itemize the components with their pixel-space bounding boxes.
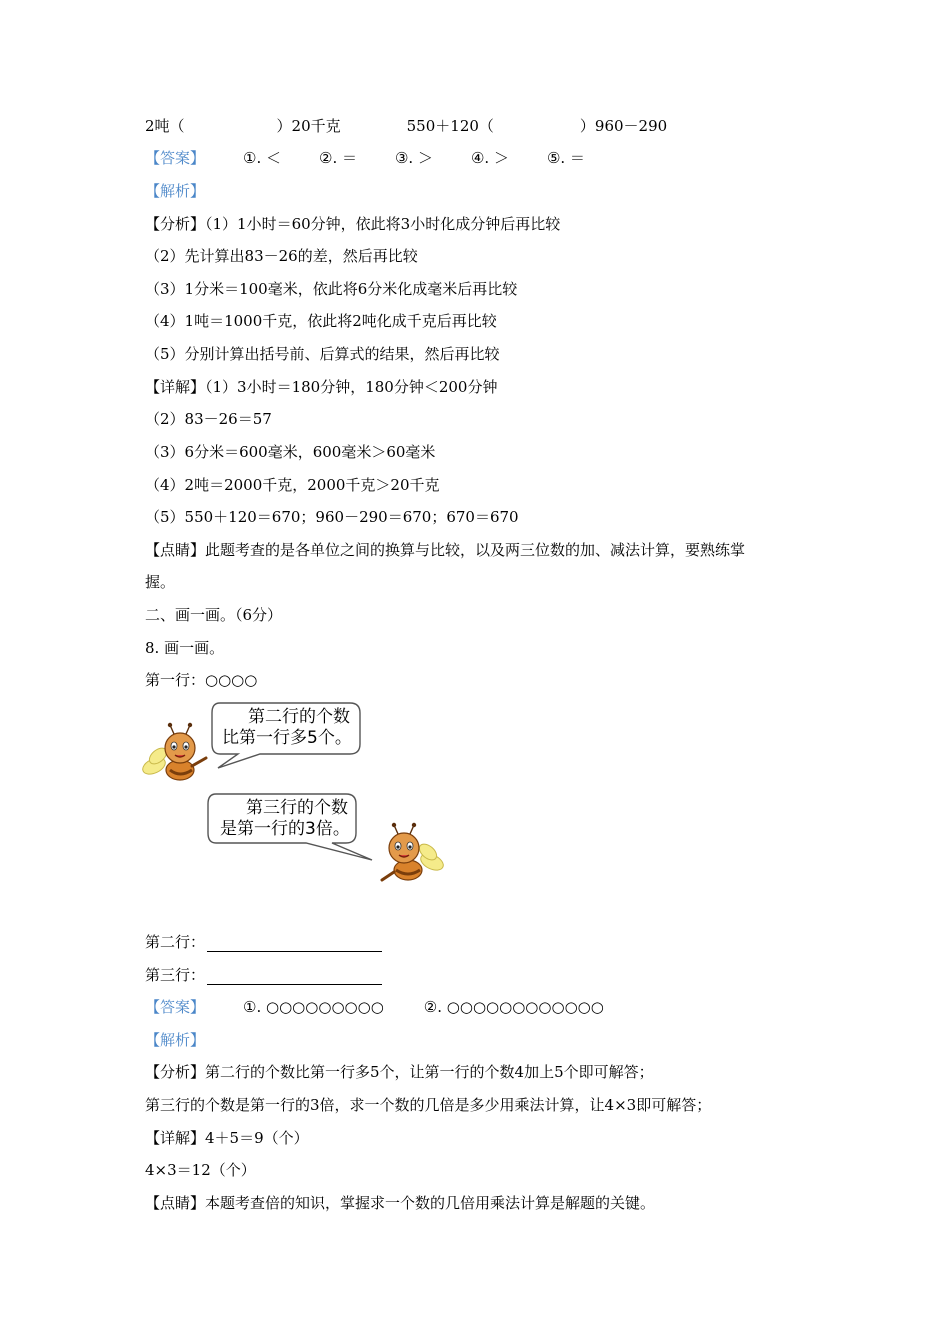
bubble-2-line1: 第三行的个数 (246, 798, 348, 818)
answer-item: ④. ＞ (470, 149, 509, 167)
q7-fenxi-line: （5）分别计算出括号前、后算式的结果，然后再比较 (145, 345, 500, 363)
row3-label: 第三行： (145, 966, 206, 984)
q8-answer-row (145, 997, 604, 1017)
answer-item: ①. ○○○○○○○○○ (243, 998, 384, 1016)
row1-circles: 第一行：○○○○ (145, 671, 258, 689)
q7-dianjing-line: 握。 (145, 573, 176, 591)
q7-answer-row (145, 148, 585, 168)
row2-blank-line (145, 932, 382, 952)
q8-xiangjie-line: 【详解】4＋5＝9（个） (145, 1129, 309, 1147)
bee-illustration-1 (140, 722, 212, 792)
q8-fenxi-line: 第三行的个数是第一行的3倍，求一个数的几倍是多少用乘法计算，让4×3即可解答； (145, 1096, 712, 1114)
bee-illustration-2 (376, 822, 446, 890)
q7-fenxi-line: （2）先计算出83－26的差，然后再比较 (145, 247, 418, 265)
bubble-2-line2: 是第一行的3倍。 (220, 819, 350, 839)
q7-xiangjie-line: （2）83－26＝57 (145, 410, 272, 428)
q8-xiangjie-line: 4×3＝12（个） (145, 1161, 256, 1179)
row2-label: 第二行： (145, 933, 206, 951)
answer-tag: 【答案】 (145, 998, 206, 1016)
compare-5-left: 550＋120（ (406, 117, 494, 135)
q7-xiangjie-line: （4）2吨＝2000千克，2000千克＞20千克 (145, 476, 440, 494)
row2-blank[interactable] (207, 936, 382, 952)
answer-item: ⑤. ＝ (546, 149, 585, 167)
q7-dianjing-line: 【点睛】此题考查的是各单位之间的换算与比较，以及两三位数的加、减法计算，要熟练掌 (145, 541, 746, 559)
compare-4-right: ）20千克 (276, 117, 341, 135)
speech-bubble-1 (222, 707, 352, 749)
q8-dianjing: 【点睛】本题考查倍的知识，掌握求一个数的几倍用乘法计算是解题的关键。 (145, 1194, 656, 1212)
section-title: 二、画一画。（6分） (145, 606, 283, 624)
speech-bubble-2 (220, 798, 350, 840)
q8-fenxi-line: 【分析】第二行的个数比第一行多5个，让第一行的个数4加上5个即可解答； (145, 1063, 654, 1081)
compare-row (145, 116, 667, 136)
q7-jiexi: 【解析】 (145, 182, 206, 200)
q7-xiangjie-line: （5）550＋120＝670；960－290＝670；670＝670 (145, 508, 519, 526)
row3-blank-line (145, 965, 382, 985)
answer-item: ③. ＞ (394, 149, 433, 167)
q7-fenxi-line: 【分析】（1）1小时＝60分钟，依此将3小时化成分钟后再比较 (145, 215, 561, 233)
row3-blank[interactable] (207, 969, 382, 985)
q7-fenxi-line: （3）1分米＝100毫米，依此将6分米化成毫米后再比较 (145, 280, 518, 298)
bubble-1-line1: 第二行的个数 (248, 707, 350, 727)
q8-jiexi: 【解析】 (145, 1031, 206, 1049)
q7-fenxi-line: （4）1吨＝1000千克，依此将2吨化成千克后再比较 (145, 312, 497, 330)
answer-tag: 【答案】 (145, 149, 206, 167)
compare-4-left: 2吨（ (145, 117, 185, 135)
answer-item: ②. ＝ (319, 149, 357, 167)
answer-item: ①. ＜ (243, 149, 281, 167)
question-title: 8. 画一画。 (145, 639, 225, 657)
q7-xiangjie-line: 【详解】（1）3小时＝180分钟，180分钟＜200分钟 (145, 378, 498, 396)
answer-item: ②. ○○○○○○○○○○○○ (423, 998, 604, 1016)
q7-xiangjie-line: （3）6分米＝600毫米，600毫米＞60毫米 (145, 443, 436, 461)
bubble-1-line2: 比第一行多5个。 (222, 728, 352, 748)
compare-5-right: ）960－290 (579, 117, 668, 135)
